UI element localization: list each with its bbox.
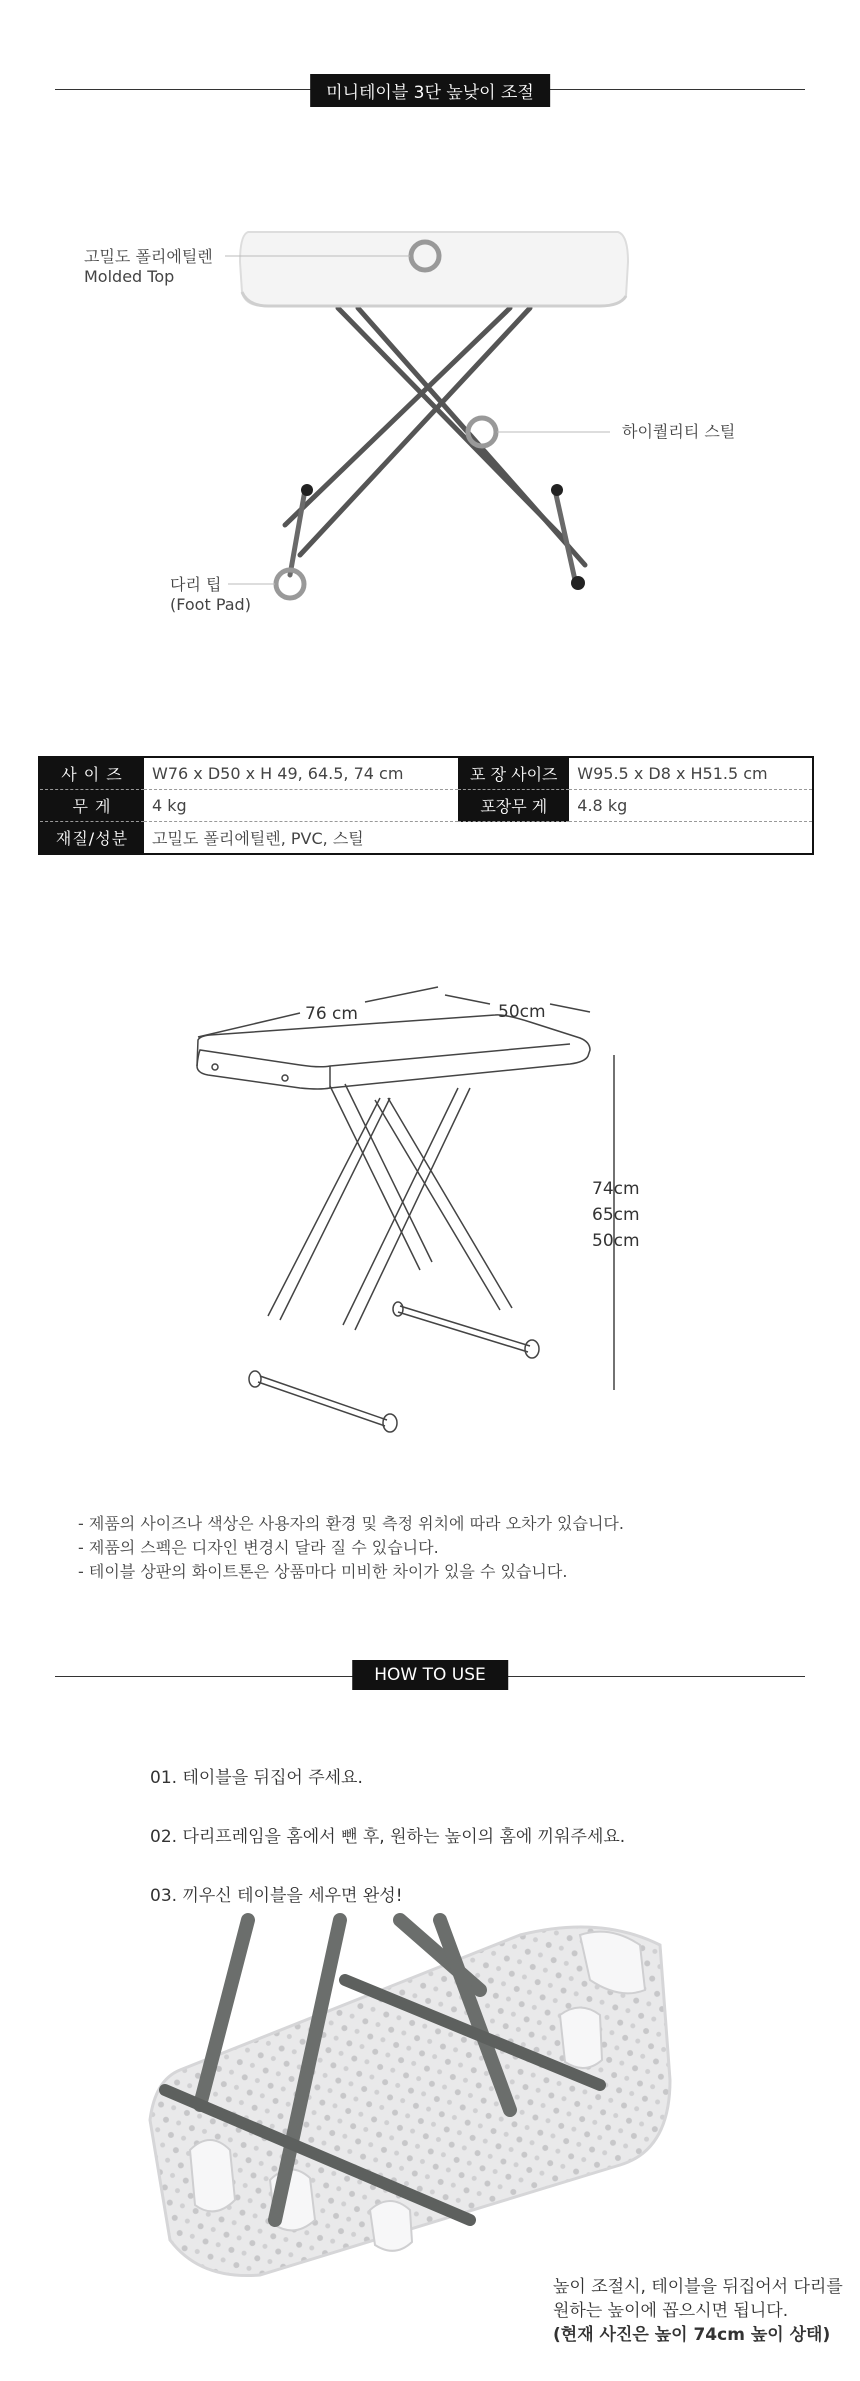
spec-row [39, 790, 813, 822]
step-2: 02. 다리프레임을 홈에서 뺀 후, 원하는 높이의 홈에 끼워주세요. [150, 1827, 626, 1847]
dimension-drawing [0, 980, 860, 1500]
spec-pack-size-label: 포 장 사이즈 [458, 757, 569, 790]
spec-table [38, 756, 814, 855]
howto-title-tag: HOW TO USE [352, 1660, 508, 1690]
callout-top-kr: 고밀도 폴리에틸렌 [84, 247, 213, 266]
spec-material-label: 재질/성분 [39, 822, 144, 855]
dim-height-65: 65cm [592, 1205, 640, 1225]
spec-weight-label: 무 게 [39, 790, 144, 822]
dim-depth: 50cm [498, 1002, 546, 1022]
note-item: - 테이블 상판의 화이트톤은 상품마다 미비한 차이가 있을 수 있습니다. [78, 1562, 568, 1581]
dim-height-74: 74cm [592, 1179, 640, 1199]
spec-pack-weight-label: 포장무 게 [458, 790, 569, 822]
spec-row [39, 822, 813, 855]
spec-size-label: 사 이 즈 [39, 757, 144, 790]
caption-line-1: 높이 조절시, 테이블을 뒤집어서 다리를 [553, 2277, 843, 2297]
spec-pack-size-value: W95.5 x D8 x H51.5 cm [569, 757, 813, 790]
caption-current-height: (현재 사진은 높이 74cm 높이 상태) [553, 2325, 831, 2345]
note-item: - 제품의 사이즈나 색상은 사용자의 환경 및 측정 위치에 따라 오차가 있습니다. [78, 1514, 624, 1533]
spec-material-value: 고밀도 폴리에틸렌, PVC, 스틸 [152, 829, 364, 848]
callout-steel: 하이퀄리티 스틸 [622, 422, 736, 441]
howto-caption [553, 2275, 843, 2347]
spec-size-value: W76 x D50 x H 49, 64.5, 74 cm [144, 757, 458, 790]
callout-foot-kr: 다리 팁 [170, 575, 222, 594]
step-1: 01. 테이블을 뒤집어 주세요. [150, 1768, 363, 1788]
callout-top-en: Molded Top [84, 267, 175, 286]
dim-height-50: 50cm [592, 1231, 640, 1251]
note-item: - 제품의 스펙은 디자인 변경시 달라 질 수 있습니다. [78, 1538, 439, 1557]
callout-foot-en: (Foot Pad) [170, 595, 251, 614]
step-3: 03. 끼우신 테이블을 세우면 완성! [150, 1886, 403, 1906]
spec-row [39, 757, 813, 790]
spec-weight-value: 4 kg [144, 790, 458, 822]
dim-width: 76 cm [305, 1004, 358, 1024]
table-underside-photo [140, 1920, 700, 2280]
callout-foot-pad [170, 575, 251, 615]
caption-line-2: 원하는 높이에 꼽으시면 됩니다. [553, 2301, 789, 2321]
notes-list [78, 1512, 624, 1584]
dim-heights [592, 1176, 640, 1254]
callout-molded-top [84, 247, 213, 287]
section-title-tag: 미니테이블 3단 높낮이 조절 [310, 74, 550, 107]
spec-pack-weight-value: 4.8 kg [569, 790, 813, 822]
product-table-illustration [0, 0, 860, 640]
